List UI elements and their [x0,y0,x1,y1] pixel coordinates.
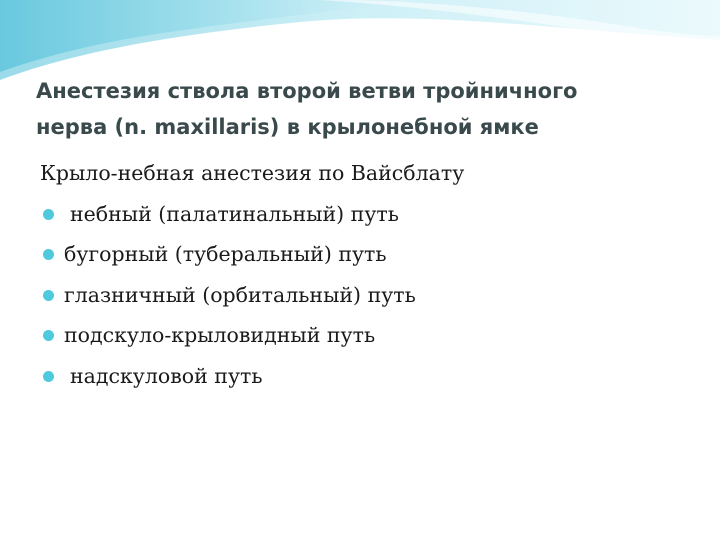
list-item [40,275,690,316]
list-item-text: подскуло-крыловидный путь [64,323,376,347]
list-item [40,356,690,397]
list-item [40,234,690,275]
bullet-icon [43,290,54,301]
bullet-icon [43,371,54,382]
slide-title [36,73,696,145]
bullet-icon [43,209,54,220]
list-item-text: небный (палатинальный) путь [70,201,399,226]
intro-text: Крыло-небная анестезия по Вайсблату [40,161,465,185]
slide-title-line-2: нерва (n. maxillaris) в крылонебной ямке [36,115,539,139]
slide-body [40,153,690,396]
list-item-text: надскуловой путь [70,363,263,388]
slide-title-line-1: Анестезия ствола второй ветви тройничного [36,79,578,103]
list-item [40,315,690,356]
list-item [40,194,690,235]
list-item-text: глазничный (орбитальный) путь [64,282,416,307]
bullet-icon [43,330,54,341]
bullet-icon [43,249,54,260]
list-item-text: бугорный (туберальный) путь [64,242,387,266]
